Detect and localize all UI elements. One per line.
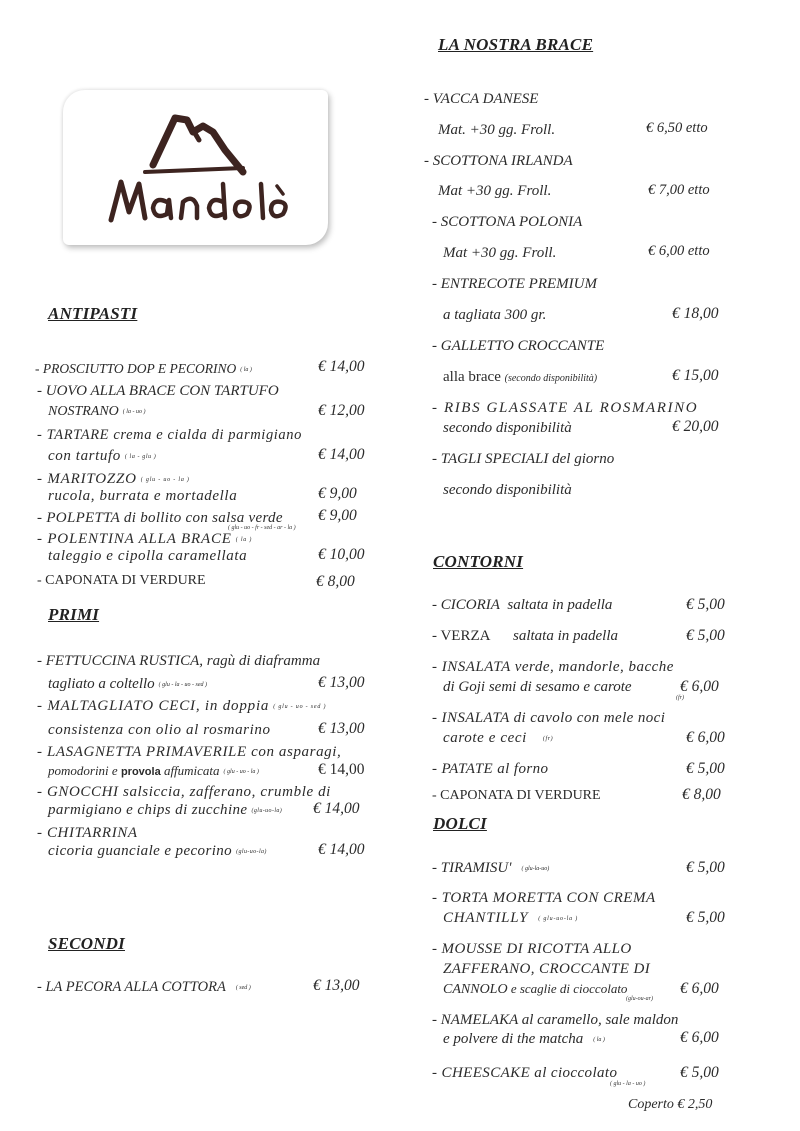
- allergen-note: ( glu - uo - la ): [223, 769, 259, 776]
- item-description: affumicata: [160, 763, 220, 778]
- allergen-note: ( glu-uo-la ): [538, 915, 579, 922]
- mountain-logo-icon: [63, 90, 328, 245]
- section-title-contorni: CONTORNI: [433, 552, 524, 571]
- item-price: € 12,00: [318, 402, 365, 419]
- item-price: € 14,00: [313, 800, 360, 817]
- item-name: - TIRAMISU': [432, 860, 512, 876]
- item-price: € 13,00: [313, 977, 360, 994]
- logo-card: [63, 90, 328, 245]
- section-title-primi: PRIMI: [48, 605, 100, 624]
- allergen-note: (fr): [542, 735, 554, 742]
- item-name-cont: con tartufo: [48, 448, 121, 464]
- allergen-note: ( la ): [235, 536, 253, 543]
- section-title-secondi: SECONDI: [48, 934, 125, 953]
- item-price: € 6,00: [680, 1029, 719, 1046]
- item-name: - MOUSSE DI RICOTTA ALLO: [432, 941, 632, 957]
- item-name: - TAGLI SPECIALI del giorno: [432, 451, 615, 467]
- item-name: - SCOTTONA IRLANDA: [424, 153, 573, 169]
- item-description: alla brace: [443, 369, 501, 385]
- item-price: € 5,00: [686, 627, 725, 644]
- allergen-note: (glu-ou-ar): [626, 996, 653, 1002]
- item-name-cont: tagliato a coltello: [48, 676, 155, 692]
- item-price: € 9,00: [318, 485, 357, 502]
- item-name: - PROSCIUTTO DOP E PECORINO: [35, 361, 237, 376]
- item-name: - SCOTTONA POLONIA: [432, 214, 583, 230]
- item-description: a tagliata 300 gr.: [443, 307, 547, 323]
- item-name: - ENTRECOTE PREMIUM: [432, 276, 597, 292]
- section-title-antipasti: ANTIPASTI: [48, 304, 138, 323]
- item-name: - MARITOZZO: [37, 471, 137, 487]
- item-name: - LA PECORA ALLA COTTORA: [37, 979, 226, 995]
- item-description: consistenza con olio al rosmarino: [48, 722, 271, 738]
- item-name: - MALTAGLIATO CECI, in doppia: [37, 698, 270, 714]
- cover-charge: Coperto € 2,50: [628, 1097, 713, 1112]
- item-price: € 14,00: [318, 358, 365, 375]
- item-name: - CHEESCAKE al cioccolato: [432, 1065, 618, 1081]
- item-price: € 5,00: [686, 760, 725, 777]
- item-price: € 13,00: [318, 720, 365, 737]
- item-price: € 14,00: [318, 761, 365, 778]
- item-description: Mat. +30 gg. Froll.: [438, 122, 556, 138]
- item-description: pomodorini e: [48, 763, 121, 778]
- item-name: - PATATE al forno: [432, 761, 549, 777]
- item-price: € 10,00: [318, 546, 365, 563]
- item-price: € 8,00: [316, 573, 355, 590]
- item-price: € 14,00: [318, 841, 365, 858]
- item-price: € 13,00: [318, 674, 365, 691]
- item-price: € 6,00 etto: [648, 243, 710, 259]
- item-price: € 9,00: [318, 507, 357, 524]
- item-name: - LASAGNETTA PRIMAVERILE con asparagi,: [37, 744, 342, 760]
- item-price: € 20,00: [672, 418, 719, 435]
- allergen-note: ( glu - uo - fr - sed - ar - la ): [228, 525, 296, 531]
- allergen-note: (glu-uo-la): [236, 848, 267, 855]
- item-description: saltata in padella: [507, 597, 613, 613]
- item-name: - INSALATA verde, mandorle, bacche: [432, 659, 674, 675]
- item-name: - CAPONATA DI VERDURE: [432, 788, 601, 803]
- item-name: - TARTARE crema e cialda di parmigiano: [37, 427, 302, 443]
- allergen-note: ( la ): [240, 366, 252, 373]
- allergen-note: (glu-uo-la): [251, 807, 283, 814]
- item-description: parmigiano e chips di zucchine: [48, 802, 248, 818]
- item-name-cont: CHANTILLY: [443, 910, 529, 926]
- item-description: di Goji semi di sesamo e carote: [443, 679, 632, 695]
- item-name: - RIBS GLASSATE AL ROSMARINO: [432, 400, 699, 416]
- item-price: € 14,00: [318, 446, 365, 463]
- item-description: Mat +30 gg. Froll.: [443, 245, 557, 261]
- allergen-note: ( sed ): [235, 984, 251, 991]
- item-name: - FETTUCCINA RUSTICA, ragù di diaframma: [37, 653, 321, 669]
- item-name: - UOVO ALLA BRACE CON TARTUFO: [37, 383, 279, 399]
- item-price: € 8,00: [682, 786, 721, 803]
- item-description: e polvere di the matcha: [443, 1031, 584, 1047]
- item-name-cont: NOSTRANO: [48, 404, 119, 420]
- allergen-note: ( la ): [593, 1036, 605, 1043]
- item-price: € 5,00: [686, 596, 725, 613]
- allergen-note: (fr): [676, 695, 684, 701]
- allergen-note: ( la - uo ): [122, 409, 146, 415]
- item-description: saltata in padella: [512, 628, 618, 644]
- item-price: € 5,00: [680, 1064, 719, 1081]
- availability-note: (secondo disponibilità): [504, 373, 598, 384]
- section-title-dolci: DOLCI: [433, 814, 487, 833]
- allergen-note: ( glu - uo - sed ): [273, 703, 327, 710]
- item-name: - INSALATA di cavolo con mele noci: [432, 710, 666, 726]
- item-price: € 6,50 etto: [646, 120, 708, 136]
- item-name: - TORTA MORETTA CON CREMA: [432, 890, 656, 906]
- allergen-note: ( glu - uo - la ): [140, 476, 190, 483]
- item-name: - VERZA: [432, 628, 491, 644]
- item-name: - NAMELAKA al caramello, sale maldon: [432, 1012, 679, 1028]
- allergen-note: ( glu - la - uo ): [610, 1081, 646, 1087]
- item-description: cicoria guanciale e pecorino: [48, 843, 233, 859]
- item-description: Mat +30 gg. Froll.: [438, 183, 552, 199]
- item-name: - GNOCCHI salsiccia, zafferano, crumble di: [37, 784, 331, 800]
- item-description: e scaglie di cioccolato: [507, 981, 628, 996]
- item-description: taleggio e cipolla caramellata: [48, 548, 248, 564]
- item-name: - CHITARRINA: [37, 825, 138, 841]
- item-name: - POLENTINA ALLA BRACE: [37, 531, 232, 547]
- item-description: carote e ceci: [443, 730, 527, 746]
- item-name-cont: ZAFFERANO, CROCCANTE DI: [443, 961, 651, 977]
- item-name: - POLPETTA di bollito con salsa verde: [37, 510, 283, 526]
- item-price: € 15,00: [672, 367, 719, 384]
- item-price: € 5,00: [686, 909, 725, 926]
- allergen-note: ( glu-la-uo): [521, 865, 550, 872]
- item-description: rucola, burrata e mortadella: [48, 488, 238, 504]
- item-name: - VACCA DANESE: [424, 91, 539, 107]
- item-name: - CICORIA: [432, 597, 500, 613]
- item-price: € 7,00 etto: [648, 182, 710, 198]
- item-name: - CAPONATA DI VERDURE: [37, 573, 206, 588]
- section-title-brace: LA NOSTRA BRACE: [438, 35, 594, 54]
- item-name-cont: CANNOLO: [443, 982, 508, 997]
- item-description: secondo disponibilità: [443, 482, 572, 498]
- item-name: - GALLETTO CROCCANTE: [432, 338, 605, 354]
- item-price: € 18,00: [672, 305, 719, 322]
- item-price: € 6,00: [680, 980, 719, 997]
- item-description: secondo disponibilità: [443, 420, 572, 436]
- allergen-note: ( glu - la - uo - sed ): [158, 681, 207, 688]
- allergen-note: ( la - glu ): [124, 453, 157, 460]
- item-price: € 6,00: [686, 729, 725, 746]
- item-price: € 6,00: [680, 678, 719, 695]
- item-price: € 5,00: [686, 859, 725, 876]
- item-highlight: provola: [120, 766, 161, 778]
